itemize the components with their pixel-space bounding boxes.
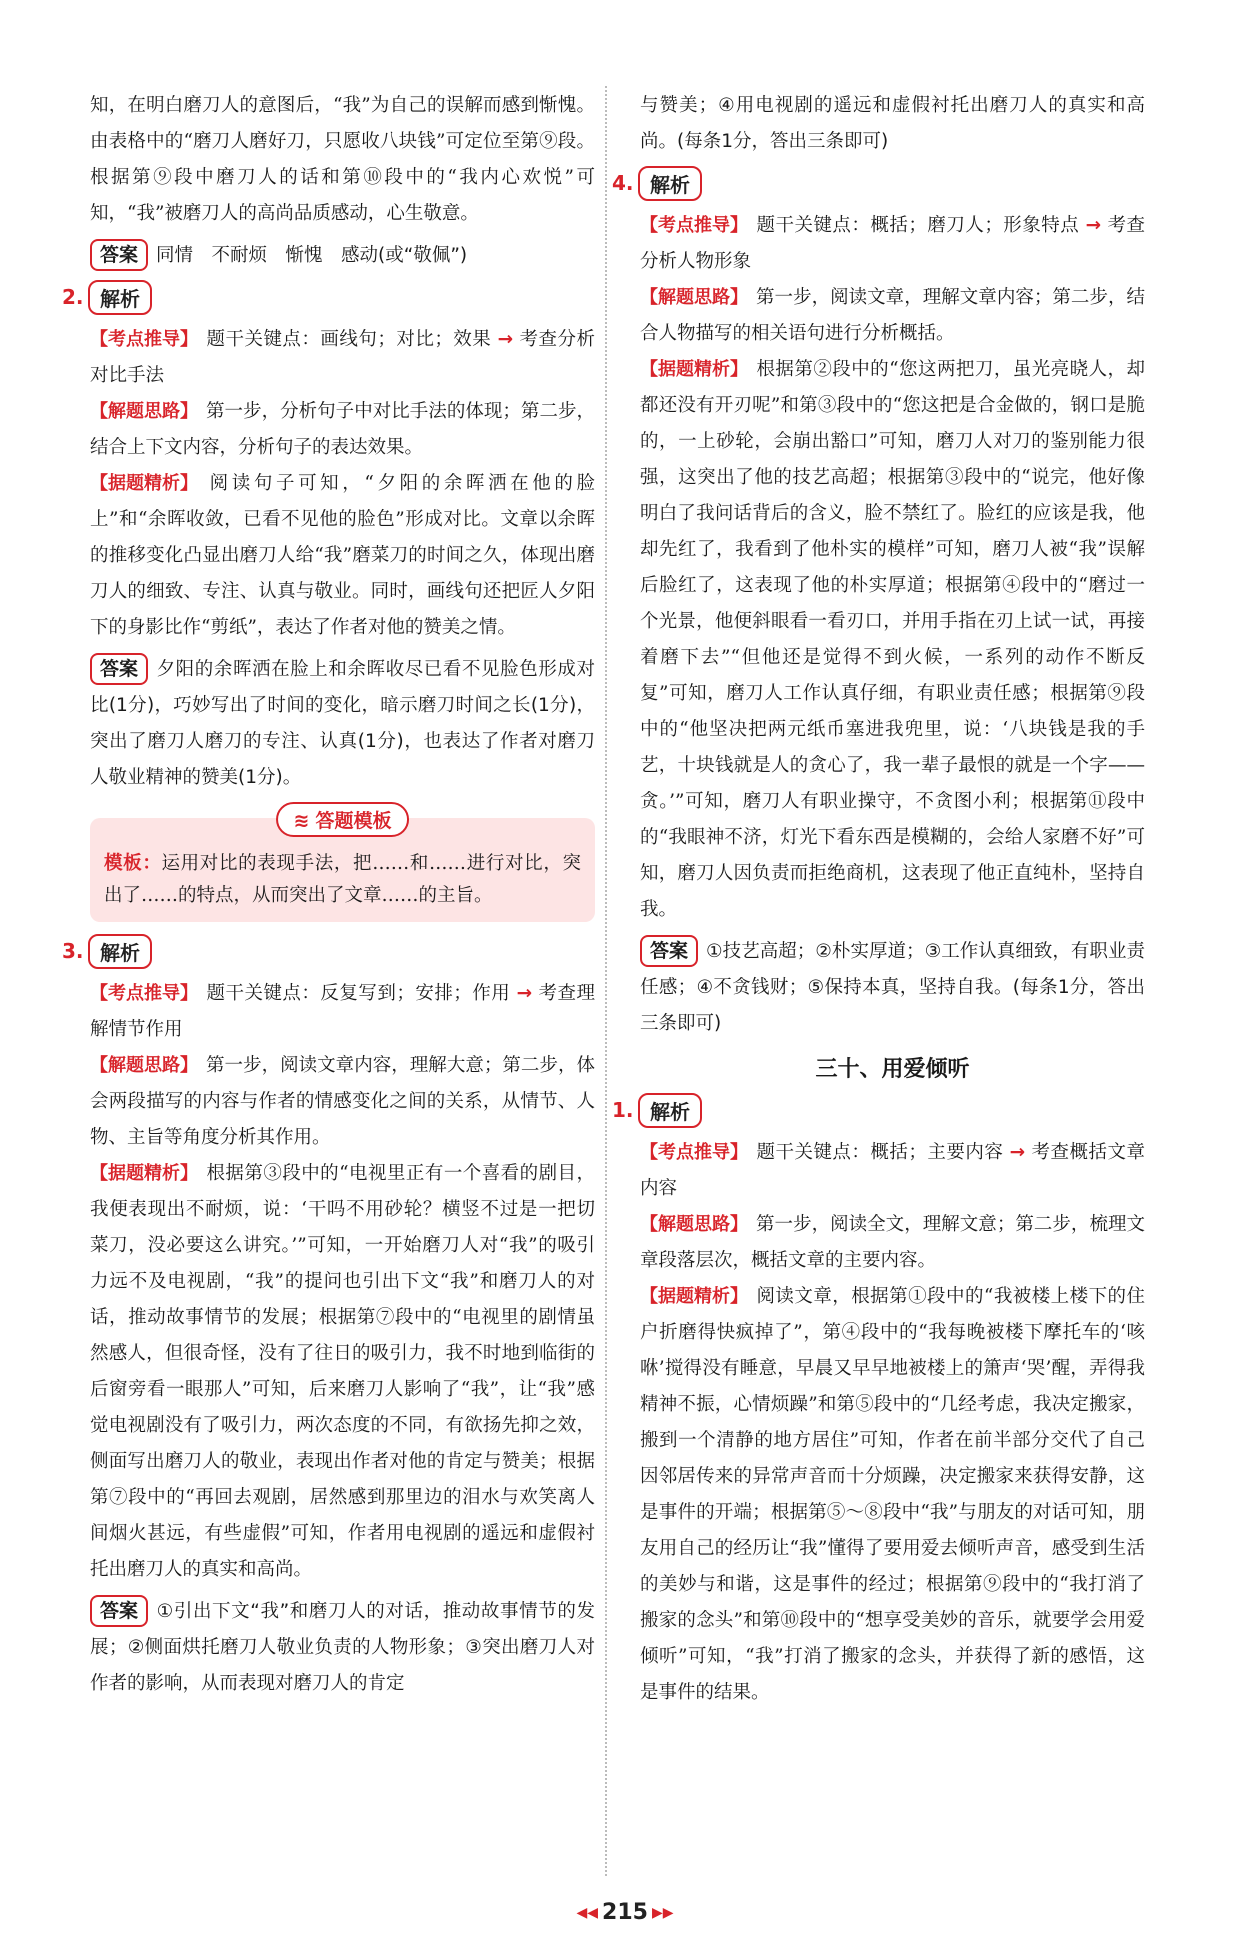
q2-kaodian — [90, 322, 595, 394]
template-title — [276, 802, 410, 837]
continued-answer: 与赞美；④用电视剧的遥远和虚假衬托出磨刀人的真实和高尚。(每条1分，答出三条即可) — [640, 95, 1145, 152]
analysis-pill: 解析 — [88, 280, 152, 315]
tag-silu: 【解题思路】 — [90, 1055, 198, 1076]
jingxi-text: 根据第②段中的“您这两把刀，虽光亮晓人，却都还没有开刃呢”和第③段中的“您这把是合金做的，钢口是脆的，一上砂轮，会崩出豁口”可知，磨刀人对刀的鉴别能力很强，这突出了他的技艺高超；根据第③段中的“说完，他好像明白了我问话背后的含义，脸不禁红了。脸红的应该是我，他却先红了，我看到了他朴实的模样”可知，磨刀人被“我”误解后脸红了，这表现了他的朴实厚道；根据第④段中的“磨过一个光景，他便斜眼看一看刃口，并用手指在刃上试一试，再接着磨下去”“但他还是觉得不到火候，一系列的动作不断反复”可知，磨刀人工作认真仔细，有职业责任感；根据第⑨段中的“他坚决把两元纸币塞进我兜里，说：‘八块钱是我的手艺，十块钱就是人的贪心了，我一辈子最恨的就是一个字——贪。’”可知，磨刀人有职业操守，不贪图小利；根据第⑪段中的“我眼神不济，灯光下看东西是模糊的，会给人家磨不好”可知，磨刀人因负责而拒绝商机，这表现了他正直纯朴，坚持自我。 — [640, 359, 1145, 920]
q1b-silu — [640, 1207, 1145, 1279]
arrow-icon: → — [516, 983, 533, 1004]
silu-text: 第一步，阅读文章，理解文章内容；第二步，结合人物描写的相关语句进行分析概括。 — [640, 287, 1145, 344]
template-label: 模板： — [104, 853, 162, 874]
question-number: 1. — [612, 1098, 634, 1122]
left-column — [62, 88, 595, 1702]
analysis-pill: 解析 — [638, 1093, 702, 1128]
answer-text: 同情 不耐烦 惭愧 感动(或“敬佩”) — [156, 245, 468, 266]
kaodian-text: 题干关键点：概括；磨刀人；形象特点 — [756, 215, 1086, 236]
q1-answer — [90, 238, 595, 274]
q4-header — [612, 164, 1145, 202]
q3-silu — [90, 1048, 595, 1156]
tag-jingxi: 【据题精析】 — [640, 359, 748, 380]
answer-text: 夕阳的余晖洒在脸上和余晖收尽已看不见脸色形成对比(1分)，巧妙写出了时间的变化，暗示磨刀时间之长(1分)，突出了磨刀人磨刀的专注、认真(1分)，也表达了作者对磨刀人敬业精神的赞美(1分)。 — [90, 659, 595, 788]
q4-jingxi — [640, 352, 1145, 928]
jingxi-text: 阅读文章，根据第①段中的“我被楼上楼下的住户折磨得快疯掉了”，第④段中的“我每晚被楼下摩托车的‘咳咻’搅得没有睡意，早晨又早早地被楼上的箫声‘哭’醒，弄得我精神不振，心情烦躁”和第⑤段中的“几经考虑，我决定搬家，搬到一个清静的地方居住”可知，作者在前半部分交代了自己因邻居传来的异常声音而十分烦躁，决定搬家来获得安静，这是事件的开端；根据第⑤～⑧段中“我”与朋友的对话可知，朋友用自己的经历让“我”懂得了要用爱去倾听声音，感受到生活的美妙与和谐，这是事件的经过；根据第⑨段中的“我打消了搬家的念头”和第⑩段中的“想享受美妙的音乐，就要学会用爱倾听”可知，“我”打消了搬家的念头，并获得了新的感悟，这是事件的结果。 — [640, 1286, 1145, 1703]
column-divider — [605, 86, 607, 1876]
right-column — [612, 88, 1145, 1711]
silu-text: 第一步，阅读文章内容，理解大意；第二步，体会两段描写的内容与作者的情感变化之间的关系，从情节、人物、主旨等角度分析其作用。 — [90, 1055, 595, 1148]
answer-template-box — [90, 810, 595, 922]
q2-silu — [90, 394, 595, 466]
answer-label: 答案 — [90, 653, 148, 685]
kaodian-result: 考查分析对比手法 — [90, 329, 595, 386]
q1b-header — [612, 1091, 1145, 1129]
tag-kaodian: 【考点推导】 — [640, 215, 748, 236]
jingxi-text: 阅读句子可知，“夕阳的余晖洒在他的脸上”和“余晖收敛，已看不见他的脸色”形成对比。文章以余晖的推移变化凸显出磨刀人给“我”磨菜刀的时间之久，体现出磨刀人的细致、专注、认真与敬业。同时，画线句还把匠人夕阳下的身影比作“剪纸”，表达了作者对他的赞美之情。 — [90, 473, 595, 638]
q4-kaodian — [640, 208, 1145, 280]
arrow-icon: → — [497, 329, 514, 350]
tag-jingxi: 【据题精析】 — [90, 473, 198, 494]
q3-jingxi — [90, 1156, 595, 1588]
arrow-icon: → — [1009, 1142, 1026, 1163]
chevron-right-icon: ▶▶ — [651, 1905, 674, 1921]
arrow-icon: → — [1085, 215, 1102, 236]
intro-paragraph: 知，在明白磨刀人的意图后，“我”为自己的误解而感到惭愧。由表格中的“磨刀人磨好刀，只愿收八块钱”可定位至第⑨段。根据第⑨段中磨刀人的话和第⑩段中的“我内心欢悦”可知，“我”被磨刀人的高尚品质感动，心生敬意。 — [90, 95, 595, 224]
kaodian-result: 考查理解情节作用 — [90, 983, 595, 1040]
template-body: 运用对比的表现手法，把……和……进行对比，突出了……的特点，从而突出了文章……的主旨。 — [104, 853, 581, 906]
analysis-pill: 解析 — [88, 934, 152, 969]
tag-kaodian: 【考点推导】 — [90, 329, 198, 350]
q1b-jingxi — [640, 1279, 1145, 1711]
tag-kaodian: 【考点推导】 — [90, 983, 198, 1004]
q2-jingxi — [90, 466, 595, 646]
chevron-left-icon: ◀◀ — [576, 1905, 599, 1921]
kaodian-text: 题干关键点：概括；主要内容 — [756, 1142, 1010, 1163]
answer-text: ①技艺高超；②朴实厚道；③工作认真细致，有职业责任感；④不贪钱财；⑤保持本真，坚持自我。(每条1分，答出三条即可) — [640, 941, 1145, 1034]
template-title-text: 答题模板 — [315, 810, 392, 832]
question-number: 2. — [62, 285, 84, 309]
section-title: 三十、用爱倾听 — [815, 1057, 970, 1082]
q3-kaodian — [90, 976, 595, 1048]
q4-silu — [640, 280, 1145, 352]
question-number: 4. — [612, 171, 634, 195]
page-footer — [0, 1900, 1250, 1925]
answer-label: 答案 — [90, 1595, 148, 1627]
answer-text: ①引出下文“我”和磨刀人的对话，推动故事情节的发展；②侧面烘托磨刀人敬业负责的人物形象；③突出磨刀人对作者的影响，从而表现对磨刀人的肯定 — [90, 1601, 595, 1694]
page-number: 215 — [602, 1900, 648, 1925]
kaodian-text: 题干关键点：反复写到；安排；作用 — [206, 983, 517, 1004]
tag-jingxi: 【据题精析】 — [640, 1286, 748, 1307]
kaodian-text: 题干关键点：画线句；对比；效果 — [206, 329, 498, 350]
q2-answer — [90, 652, 595, 796]
tag-silu: 【解题思路】 — [90, 401, 198, 422]
kaodian-result: 考查分析人物形象 — [640, 215, 1145, 272]
layers-icon: ≋ — [293, 810, 310, 832]
q4-answer — [640, 934, 1145, 1042]
tag-kaodian: 【考点推导】 — [640, 1142, 748, 1163]
tag-jingxi: 【据题精析】 — [90, 1163, 198, 1184]
q3-answer — [90, 1594, 595, 1702]
tag-silu: 【解题思路】 — [640, 287, 748, 308]
jingxi-text: 根据第③段中的“电视里正有一个喜看的剧目，我便表现出不耐烦，说：‘干吗不用砂轮？横竖不过是一把切菜刀，没必要这么讲究。’”可知，一开始磨刀人对“我”的吸引力远不及电视剧，“我”的提问也引出下文“我”和磨刀人的对话，推动故事情节的发展；根据第⑦段中的“电视里的剧情虽然感人，但很奇怪，没有了往日的吸引力，我不时地到临街的后窗旁看一眼那人”可知，后来磨刀人影响了“我”，让“我”感觉电视剧没有了吸引力，两次态度的不同，有欲扬先抑之效，侧面写出磨刀人的敬业，表现出作者对他的肯定与赞美；根据第⑦段中的“再回去观剧，居然感到那里边的泪水与欢笑离人间烟火甚远，有些虚假”可知，作者用电视剧的遥远和虚假衬托出磨刀人的真实和高尚。 — [90, 1163, 595, 1580]
analysis-pill: 解析 — [638, 166, 702, 201]
q3-header — [62, 932, 595, 970]
answer-label: 答案 — [90, 239, 148, 271]
tag-silu: 【解题思路】 — [640, 1214, 748, 1235]
answer-label: 答案 — [640, 935, 698, 967]
question-number: 3. — [62, 939, 84, 963]
q1b-kaodian — [640, 1135, 1145, 1207]
q2-header — [62, 278, 595, 316]
silu-text: 第一步，分析句子中对比手法的体现；第二步，结合上下文内容，分析句子的表达效果。 — [90, 401, 595, 458]
silu-text: 第一步，阅读全文，理解文意；第二步，梳理文章段落层次，概括文章的主要内容。 — [640, 1214, 1145, 1271]
kaodian-result: 考查概括文章内容 — [640, 1142, 1145, 1199]
template-text — [104, 848, 581, 912]
